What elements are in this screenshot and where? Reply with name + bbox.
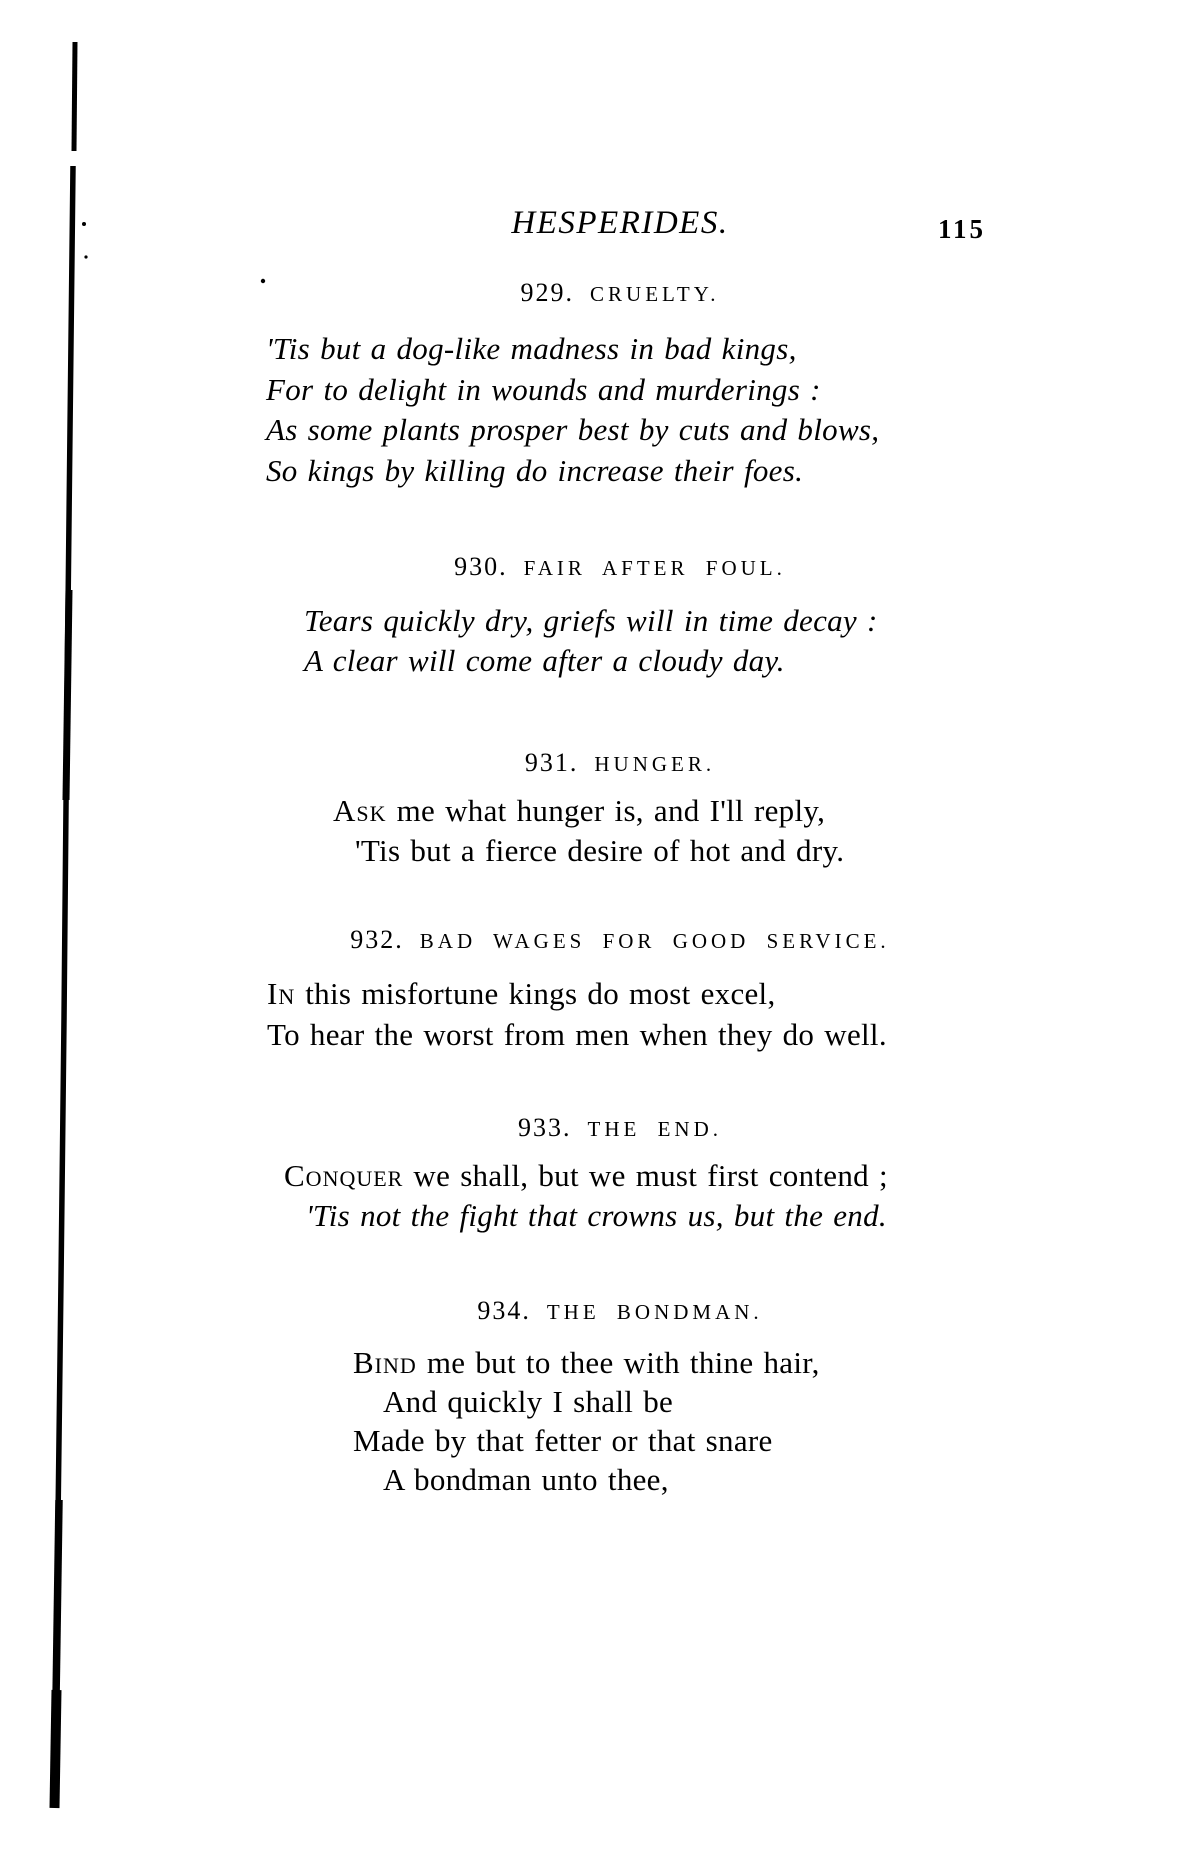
running-head-title: HESPERIDES.	[511, 205, 729, 241]
poem-number: 933.	[518, 1113, 572, 1142]
poem-line: To hear the worst from men when they do well.	[267, 1017, 887, 1052]
poem-line	[353, 1343, 820, 1382]
poem-line-lead: Ask	[333, 793, 387, 828]
poem-931-text	[333, 791, 844, 871]
poem-line: As some plants prosper best by cuts and blows,	[266, 412, 880, 447]
poem-933-text	[284, 1156, 888, 1236]
poem-line	[333, 791, 844, 831]
poem-number: 930.	[454, 552, 508, 581]
poem-title: CRUELTY.	[590, 282, 720, 306]
poem-title: HUNGER.	[594, 752, 716, 776]
scan-specks	[82, 222, 265, 283]
poem-line-rest: this misfortune kings do most excel,	[295, 976, 776, 1011]
poem-931-heading	[270, 749, 970, 781]
poem-934-heading	[270, 1297, 970, 1329]
poem-line-lead: Bind	[353, 1345, 417, 1380]
poem-line: 'Tis but a fierce desire of hot and dry.	[355, 833, 845, 868]
poem-line-rest: me what hunger is, and I'll reply,	[386, 793, 826, 828]
poem-line	[284, 1156, 888, 1196]
poem-line: A bondman unto thee,	[383, 1462, 669, 1497]
poem-title: BAD WAGES FOR GOOD SERVICE.	[419, 929, 890, 953]
poem-929-heading	[270, 279, 970, 311]
poem-929-text	[266, 329, 879, 491]
poem-title: FAIR AFTER FOUL.	[523, 556, 786, 580]
poem-line: For to delight in wounds and murderings :	[266, 371, 821, 407]
poem-930-text	[304, 601, 878, 681]
poem-title: THE END.	[587, 1117, 722, 1141]
poem-934-text	[353, 1343, 820, 1499]
poem-line-rest: we shall, but we must first contend ;	[403, 1158, 888, 1193]
poem-line	[267, 973, 887, 1014]
poem-title: THE BONDMAN.	[546, 1300, 763, 1324]
poem-line-lead: In	[267, 976, 296, 1011]
poem-932-text	[267, 973, 887, 1055]
poem-line-lead: Conquer	[284, 1158, 404, 1193]
poem-line: 'Tis but a dog-like madness in bad kings,	[266, 331, 797, 366]
poem-line: Tears quickly dry, griefs will in time decay :	[304, 603, 878, 638]
poem-line-rest: me but to thee with thine hair,	[416, 1345, 820, 1380]
poem-line: So kings by killing do increase their foes.	[266, 452, 804, 488]
poem-number: 934.	[477, 1296, 531, 1325]
poem-933-heading	[270, 1114, 970, 1146]
poem-line: A clear will come after a cloudy day.	[304, 643, 785, 678]
poem-line: And quickly I shall be	[383, 1384, 674, 1419]
poem-number: 929.	[520, 278, 575, 307]
poem-932-heading	[270, 926, 970, 958]
page-number: 115	[938, 214, 987, 244]
poem-930-heading	[270, 553, 970, 585]
poem-number: 931.	[524, 748, 579, 777]
poem-line: Made by that fetter or that snare	[353, 1423, 773, 1458]
poem-number: 932.	[350, 925, 404, 954]
poem-line: 'Tis not the fight that crowns us, but the end.	[306, 1198, 887, 1233]
